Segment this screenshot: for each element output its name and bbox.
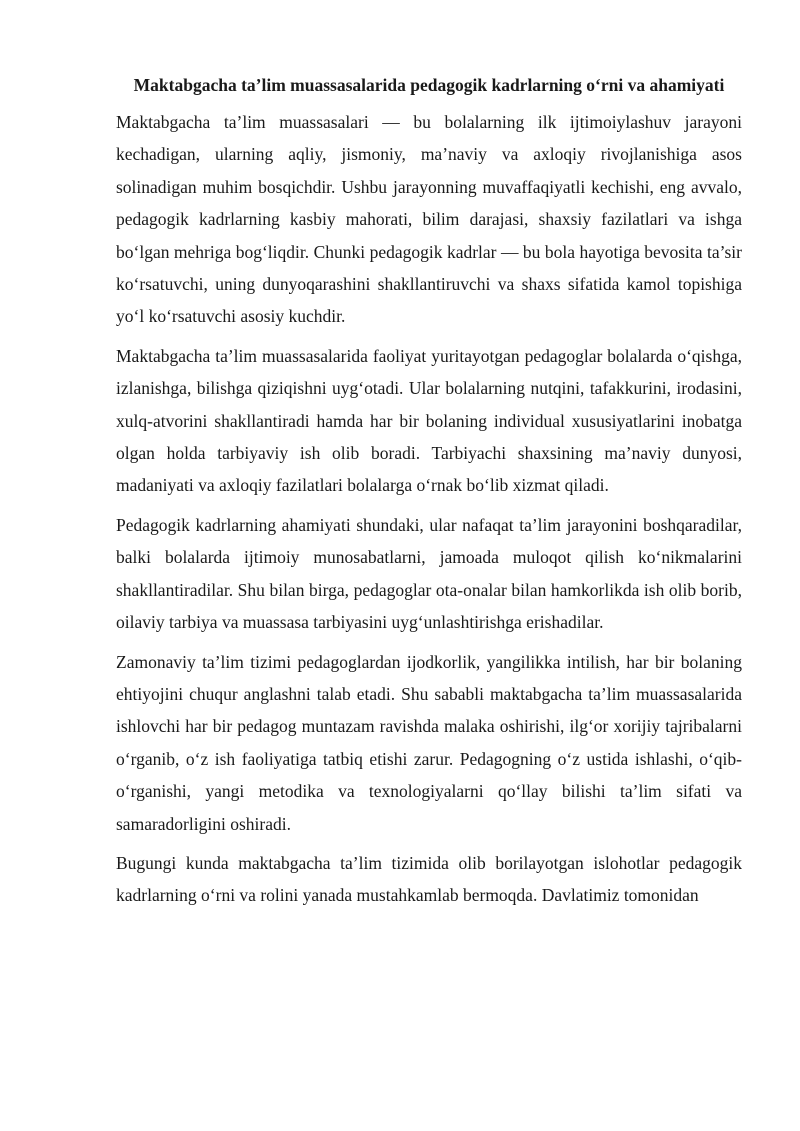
document-title: Maktabgacha ta’lim muassasalarida pedagogik kadrlarning o‘rni va ahamiyati: [133, 75, 725, 95]
paragraph-4: Zamonaviy ta’lim tizimi pedagoglardan ijodkorlik, yangilikka intilish, har bir bolaning ehtiyojini chuqur anglashni talab etadi. Shu sababli maktabgacha ta’lim muassasalarida ishlovchi har bir pedagog muntazam ravishda malaka oshirishi, ilg‘or xorijiy tajribalarni o‘rganib, o‘z ish faoliyatiga tatbiq etishi zarur. Pedagogning o‘z ustida ishlashi, o‘qib-o‘rganishi, yangi metodika va texnologiyalarni qo‘llay bilishi ta’lim sifati va samaradorligini oshiradi.: [116, 651, 742, 834]
paragraph-1: Maktabgacha ta’lim muassasalari — bu bolalarning ilk ijtimoiylashuv jarayoni kechadigan, ularning aqliy, jismoniy, ma’naviy va axloqiy rivojlanishiga asos solinadigan muhim bosqichdir. Ushbu jarayonning muvaffaqiyatli kechishi, eng avvalo, pedagogik kadrlarning kasbiy mahorati, bilim darajasi, shaxsiy fazilatlari va ishga bo‘lgan mehriga bog‘liqdir. Chunki pedagogik kadrlar — bu bola hayotiga bevosita ta’sir ko‘rsatuvchi, uning dunyoqarashini shakllantiruvchi va shaxs sifatida kamol topishiga yo‘l ko‘rsatuvchi asosiy kuchdir.: [116, 112, 742, 327]
paragraph-2: Maktabgacha ta’lim muassasalarida faoliyat yuritayotgan pedagoglar bolalarda o‘qishga, izlanishga, bilishga qiziqishni uyg‘otadi. Ular bolalarning nutqini, tafakkurini, irodasini, xulq-atvorini shakllantiradi hamda har bir bolaning individual xususiyatlarini inobatga olgan holda tarbiyaviy ish olib boradi. Tarbiyachi shaxsining ma’naviy dunyosi, madaniyati va axloqiy fazilatlari bolalarga o‘rnak bo‘lib xizmat qiladi.: [116, 345, 742, 496]
paragraph-5: Bugungi kunda maktabgacha ta’lim tizimida olib borilayotgan islohotlar pedagogik kadrlarning o‘rni va rolini yanada mustahkamlab bermoqda. Davlatimiz tomonidan: [116, 852, 742, 906]
document-page: [116, 68, 742, 919]
paragraph-3: Pedagogik kadrlarning ahamiyati shundaki, ular nafaqat ta’lim jarayonini boshqaradilar, balki bolalarda ijtimoiy munosabatlarni, jamoada muloqot qilish ko‘nikmalarini shakllantiradilar. Shu bilan birga, pedagoglar ota-onalar bilan hamkorlikda ish olib borib, oilaviy tarbiya va muassasa tarbiyasini uyg‘unlashtirishga erishadilar.: [116, 514, 742, 633]
